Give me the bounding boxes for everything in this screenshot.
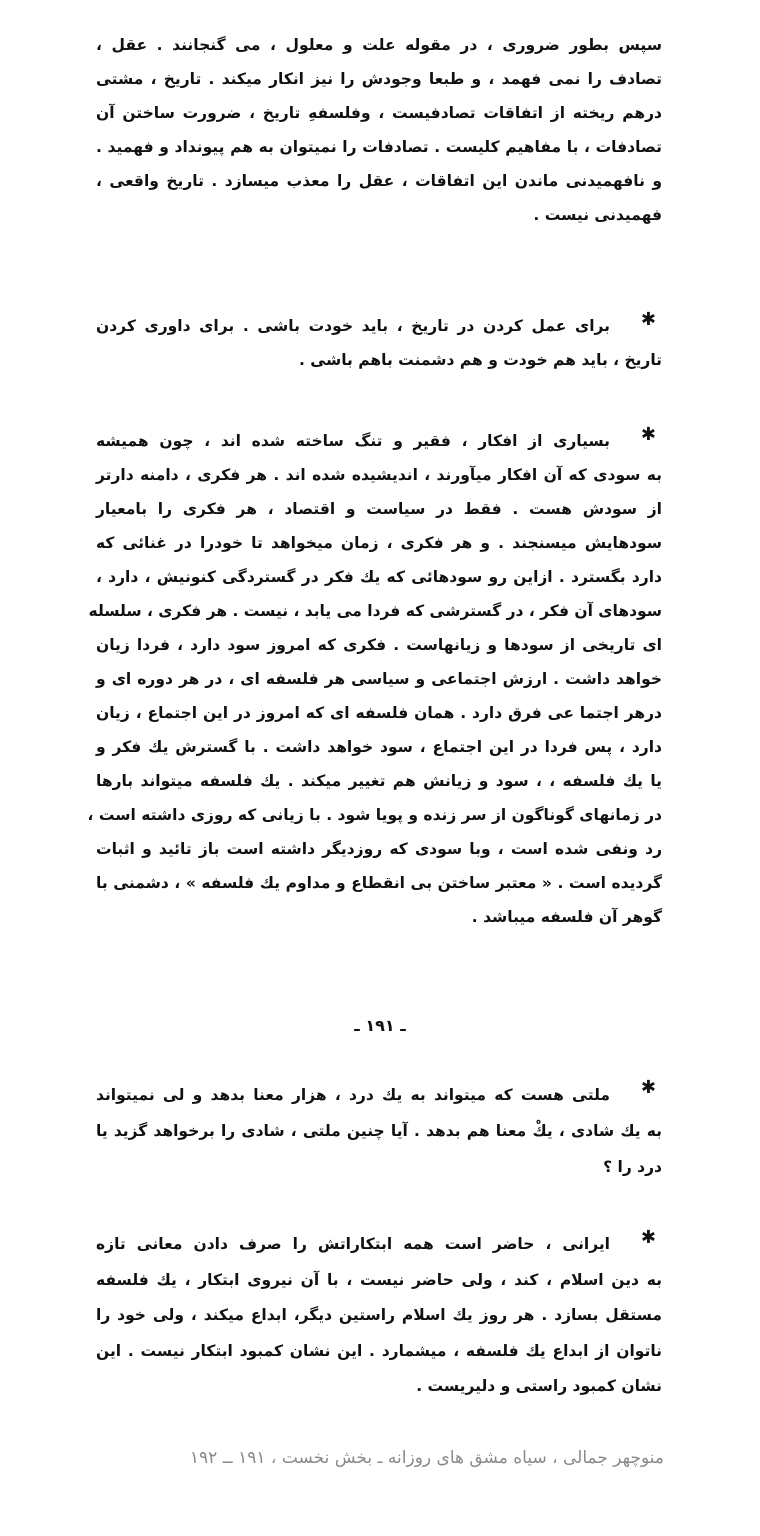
text-line: سودهایش میسنجند . و هر فکری ، زمان میخواهد تا خودرا در غنائی که (96, 534, 662, 552)
text-line: دارد ، پس فردا در این اجتماع ، سود خواهد داشت . با گسترش یك فکر و (96, 738, 662, 756)
text-line: سودهای آن فکر ، در گسترشی که فردا می یابد ، نیست . هر فکری ، سلسله (88, 602, 662, 620)
text-line: ای تاریخی از سودها و زیانهاست . فکری که امروز سود دارد ، فردا زیان (96, 636, 662, 654)
paragraph-1 (96, 28, 662, 232)
text-line: ایرانی ، حاضر است همه ابتکاراتش را صرف دادن معانی تازه (96, 1235, 610, 1253)
text-line: برای عمل کردن در تاریخ ، باید خودت باشی . برای داوری کردن (96, 317, 610, 335)
paragraph-5 (96, 1227, 662, 1405)
text-line: تصادف را نمی فهمد ، و طبعا وجودش را نیز انکار میکند . تاریخ ، مشتی (96, 70, 662, 88)
text-line: نشان کمبود راستی و دلیریست . (416, 1377, 662, 1395)
asterisk-bullet-icon: ✱ (640, 309, 656, 330)
text-line: به دین اسلام ، کند ، ولی حاضر نیست ، با آن نیروی ابتکار ، یك فلسفه (96, 1270, 662, 1289)
text-line: بسیاری از افکار ، فقیر و تنگ ساخته شده اند ، چون همیشه (96, 432, 610, 450)
text-line: ملتی هست که میتواند به یك درد ، هزار معنا بدهد و لی نمیتواند (96, 1086, 610, 1104)
text-line: درد را ؟ (603, 1158, 662, 1176)
text-line: گردیده است . « معتبر ساختن بی انقطاع و مداوم یك فلسفه » ، دشمنی با (96, 874, 662, 892)
text-line: در زمانهای گوناگون از سر زنده و پویا شود . با زیانی که روزی داشته است ، (87, 806, 662, 824)
text-line: فهمیدنی نیست . (533, 206, 662, 224)
text-line: به سودی که آن افکار میآورند ، اندیشیده شده اند . هر فکری ، دامنه دارتر (96, 466, 662, 484)
asterisk-bullet-icon: ✱ (640, 1077, 656, 1098)
paragraph-4 (96, 1077, 662, 1185)
text-line: سپس بطور ضروری ، در مقوله علت و معلول ، می گنجانند . عقل ، (96, 36, 662, 54)
asterisk-bullet-icon: ✱ (640, 424, 656, 445)
text-line: و نافهمیدنی ماندن این اتفاقات ، عقل را معذب میسازد . تاریخ واقعی ، (96, 172, 662, 190)
text-line: یا یك فلسفه ، ، سود و زیانش هم تغییر میکند . یك فلسفه میتواند بارها (96, 772, 662, 790)
text-line: به یك شادی ، یكْ معنا هم بدهد . آیا چنین ملتی ، شادی را برخواهد گزید یا (96, 1122, 662, 1140)
bulleted-first-line (96, 1227, 662, 1263)
text-line: درهم ریخته از اتفاقات تصادفیست ، وفلسفهِ تاریخ ، ضرورت ساختن آن (96, 104, 662, 122)
paragraph-3 (87, 424, 662, 934)
text-line: دارد بگسترد . ازاین رو سودهائی که یك فکر در گستردگی کنونیش ، دارد ، (96, 568, 662, 586)
text-line: گوهر آن فلسفه میباشد . (471, 908, 662, 926)
bulleted-first-line (96, 309, 662, 343)
page-number: ـ ۱۹۱ ـ (354, 1016, 406, 1035)
text-line: رد ونفی شده است ، وبا سودی که روزدیگر داشته است باز تائید و اثبات (96, 840, 662, 858)
bulleted-first-line (96, 424, 662, 458)
footer-citation: منوچهر جمالی ، سیاه مشق های روزانه ـ بخش نخست ، ۱۹۱ ــ ۱۹۲ (189, 1448, 664, 1468)
text-line: از سودش هست . فقط در سیاست و اقتصاد ، هر فکری را بامعیار (96, 500, 662, 518)
paragraph-2 (96, 309, 662, 377)
text-line: خواهد داشت . ارزش اجتماعی و سیاسی هر فلسفه ای ، در هر دوره ای و (96, 670, 662, 688)
text-line: تصادفات ، با مفاهیم کلیست . تصادفات را نمیتوان به هم پیونداد و فهمید . (96, 138, 662, 156)
bulleted-first-line (96, 1077, 662, 1113)
asterisk-bullet-icon: ✱ (640, 1227, 656, 1248)
text-line: ناتوان از ابداع یك فلسفه ، میشمارد . این نشان کمبود ابتکار نیست . این (96, 1341, 662, 1360)
text-line: درهر اجتما عی فرق دارد . همان فلسفه ای که امروز در این اجتماع ، زیان (96, 704, 662, 722)
text-line: تاریخ ، باید هم خودت و هم دشمنت باهم باشی . (299, 351, 662, 369)
text-line: مستقل بسازد . هر روز یك اسلام راستین دیگر، ابداع میکند ، ولی خود را (96, 1306, 662, 1324)
